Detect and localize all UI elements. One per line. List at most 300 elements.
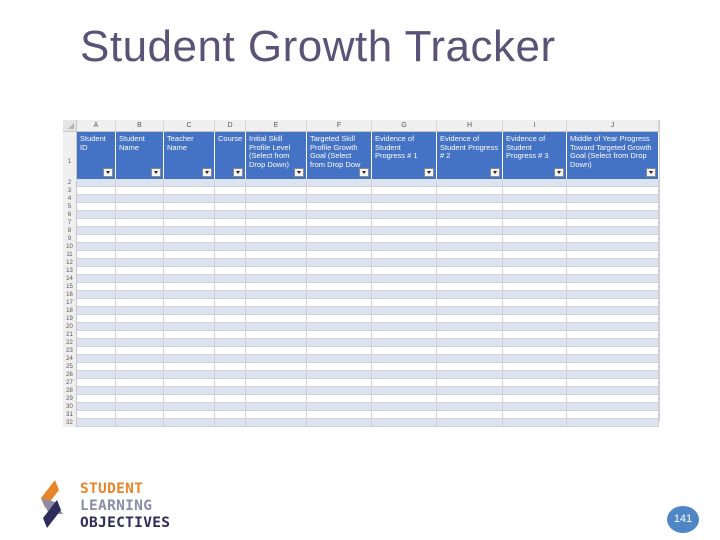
table-cell[interactable] (503, 355, 567, 363)
table-cell[interactable] (567, 227, 659, 235)
table-cell[interactable] (246, 267, 307, 275)
table-cell[interactable] (246, 211, 307, 219)
row-number[interactable]: 17 (63, 299, 77, 307)
table-cell[interactable] (116, 195, 164, 203)
table-cell[interactable] (307, 219, 372, 227)
table-cell[interactable] (437, 291, 503, 299)
row-number[interactable]: 1 (63, 132, 77, 179)
header-cell[interactable] (307, 132, 372, 179)
table-cell[interactable] (116, 291, 164, 299)
table-cell[interactable] (372, 363, 437, 371)
filter-dropdown-icon[interactable] (233, 168, 243, 177)
table-cell[interactable] (503, 267, 567, 275)
table-cell[interactable] (372, 275, 437, 283)
table-cell[interactable] (437, 227, 503, 235)
table-cell[interactable] (77, 259, 116, 267)
table-cell[interactable] (567, 251, 659, 259)
table-cell[interactable] (77, 251, 116, 259)
table-cell[interactable] (372, 355, 437, 363)
column-letter[interactable]: I (503, 120, 567, 132)
table-cell[interactable] (116, 219, 164, 227)
table-cell[interactable] (116, 355, 164, 363)
table-cell[interactable] (503, 291, 567, 299)
table-cell[interactable] (567, 195, 659, 203)
table-cell[interactable] (77, 403, 116, 411)
table-cell[interactable] (567, 267, 659, 275)
row-number[interactable]: 10 (63, 243, 77, 251)
table-cell[interactable] (372, 267, 437, 275)
table-cell[interactable] (307, 323, 372, 331)
column-letter[interactable]: G (372, 120, 437, 132)
table-cell[interactable] (372, 379, 437, 387)
table-cell[interactable] (372, 403, 437, 411)
table-cell[interactable] (503, 299, 567, 307)
table-cell[interactable] (215, 179, 246, 187)
row-number[interactable]: 26 (63, 371, 77, 379)
table-cell[interactable] (246, 419, 307, 427)
table-cell[interactable] (215, 363, 246, 371)
row-number[interactable]: 5 (63, 203, 77, 211)
table-cell[interactable] (307, 275, 372, 283)
row-number[interactable]: 32 (63, 419, 77, 427)
table-cell[interactable] (77, 379, 116, 387)
table-cell[interactable] (437, 323, 503, 331)
table-cell[interactable] (503, 259, 567, 267)
table-cell[interactable] (246, 227, 307, 235)
table-cell[interactable] (307, 251, 372, 259)
table-cell[interactable] (164, 307, 215, 315)
table-cell[interactable] (567, 179, 659, 187)
table-cell[interactable] (503, 179, 567, 187)
table-cell[interactable] (116, 211, 164, 219)
table-cell[interactable] (567, 387, 659, 395)
table-cell[interactable] (307, 187, 372, 195)
table-cell[interactable] (437, 419, 503, 427)
table-cell[interactable] (503, 379, 567, 387)
table-cell[interactable] (77, 339, 116, 347)
table-cell[interactable] (372, 339, 437, 347)
table-cell[interactable] (372, 259, 437, 267)
table-cell[interactable] (246, 203, 307, 211)
table-cell[interactable] (116, 347, 164, 355)
table-cell[interactable] (116, 283, 164, 291)
table-cell[interactable] (437, 243, 503, 251)
table-cell[interactable] (503, 251, 567, 259)
table-cell[interactable] (164, 299, 215, 307)
table-cell[interactable] (215, 299, 246, 307)
row-number[interactable]: 23 (63, 347, 77, 355)
table-cell[interactable] (116, 387, 164, 395)
table-cell[interactable] (503, 387, 567, 395)
table-cell[interactable] (372, 387, 437, 395)
table-cell[interactable] (77, 275, 116, 283)
header-cell[interactable] (164, 132, 215, 179)
table-cell[interactable] (116, 419, 164, 427)
table-cell[interactable] (164, 267, 215, 275)
table-cell[interactable] (372, 419, 437, 427)
table-cell[interactable] (437, 299, 503, 307)
table-cell[interactable] (307, 291, 372, 299)
filter-dropdown-icon[interactable] (646, 168, 656, 177)
table-cell[interactable] (307, 235, 372, 243)
table-cell[interactable] (437, 275, 503, 283)
filter-dropdown-icon[interactable] (202, 168, 212, 177)
table-cell[interactable] (246, 347, 307, 355)
row-number[interactable]: 3 (63, 187, 77, 195)
row-number[interactable]: 25 (63, 363, 77, 371)
table-cell[interactable] (77, 355, 116, 363)
table-cell[interactable] (503, 275, 567, 283)
table-cell[interactable] (307, 227, 372, 235)
table-cell[interactable] (246, 395, 307, 403)
table-cell[interactable] (246, 387, 307, 395)
table-cell[interactable] (372, 315, 437, 323)
table-cell[interactable] (567, 363, 659, 371)
table-cell[interactable] (215, 259, 246, 267)
table-cell[interactable] (164, 211, 215, 219)
table-cell[interactable] (567, 355, 659, 363)
table-cell[interactable] (116, 259, 164, 267)
table-cell[interactable] (372, 235, 437, 243)
table-cell[interactable] (503, 243, 567, 251)
table-cell[interactable] (77, 315, 116, 323)
table-cell[interactable] (246, 403, 307, 411)
row-number[interactable]: 31 (63, 411, 77, 419)
table-cell[interactable] (372, 211, 437, 219)
header-cell[interactable] (246, 132, 307, 179)
table-cell[interactable] (164, 347, 215, 355)
table-cell[interactable] (116, 227, 164, 235)
filter-dropdown-icon[interactable] (554, 168, 564, 177)
table-cell[interactable] (215, 395, 246, 403)
table-cell[interactable] (567, 347, 659, 355)
table-cell[interactable] (246, 251, 307, 259)
table-cell[interactable] (503, 363, 567, 371)
table-cell[interactable] (372, 227, 437, 235)
table-cell[interactable] (503, 227, 567, 235)
table-cell[interactable] (567, 259, 659, 267)
table-cell[interactable] (307, 363, 372, 371)
row-number[interactable]: 4 (63, 195, 77, 203)
table-cell[interactable] (437, 179, 503, 187)
table-cell[interactable] (164, 379, 215, 387)
table-cell[interactable] (77, 299, 116, 307)
table-cell[interactable] (164, 371, 215, 379)
header-cell[interactable] (372, 132, 437, 179)
row-number[interactable]: 9 (63, 235, 77, 243)
table-cell[interactable] (164, 331, 215, 339)
table-cell[interactable] (567, 275, 659, 283)
table-cell[interactable] (164, 275, 215, 283)
table-cell[interactable] (116, 339, 164, 347)
table-cell[interactable] (77, 419, 116, 427)
table-cell[interactable] (215, 315, 246, 323)
column-letter[interactable]: D (215, 120, 246, 132)
table-cell[interactable] (77, 179, 116, 187)
table-cell[interactable] (503, 203, 567, 211)
row-number[interactable]: 6 (63, 211, 77, 219)
table-cell[interactable] (116, 267, 164, 275)
row-number[interactable]: 20 (63, 323, 77, 331)
table-cell[interactable] (372, 179, 437, 187)
table-cell[interactable] (437, 251, 503, 259)
table-cell[interactable] (77, 387, 116, 395)
table-cell[interactable] (77, 395, 116, 403)
table-cell[interactable] (372, 187, 437, 195)
table-cell[interactable] (164, 227, 215, 235)
table-cell[interactable] (164, 403, 215, 411)
table-cell[interactable] (307, 315, 372, 323)
table-cell[interactable] (164, 355, 215, 363)
table-cell[interactable] (503, 371, 567, 379)
table-cell[interactable] (372, 291, 437, 299)
table-cell[interactable] (567, 403, 659, 411)
table-cell[interactable] (307, 307, 372, 315)
table-cell[interactable] (246, 179, 307, 187)
row-number[interactable]: 22 (63, 339, 77, 347)
filter-dropdown-icon[interactable] (424, 168, 434, 177)
table-cell[interactable] (246, 195, 307, 203)
table-cell[interactable] (307, 283, 372, 291)
table-cell[interactable] (215, 419, 246, 427)
table-cell[interactable] (215, 379, 246, 387)
table-cell[interactable] (567, 411, 659, 419)
table-cell[interactable] (77, 371, 116, 379)
table-cell[interactable] (164, 179, 215, 187)
table-cell[interactable] (437, 403, 503, 411)
table-cell[interactable] (77, 323, 116, 331)
table-cell[interactable] (116, 251, 164, 259)
table-cell[interactable] (372, 299, 437, 307)
table-cell[interactable] (246, 371, 307, 379)
table-cell[interactable] (215, 203, 246, 211)
table-cell[interactable] (307, 395, 372, 403)
table-cell[interactable] (215, 331, 246, 339)
header-cell[interactable] (437, 132, 503, 179)
table-cell[interactable] (567, 219, 659, 227)
table-cell[interactable] (246, 187, 307, 195)
table-cell[interactable] (567, 235, 659, 243)
table-cell[interactable] (164, 219, 215, 227)
table-cell[interactable] (215, 275, 246, 283)
table-cell[interactable] (116, 331, 164, 339)
table-cell[interactable] (307, 419, 372, 427)
table-cell[interactable] (567, 371, 659, 379)
table-cell[interactable] (307, 179, 372, 187)
table-cell[interactable] (372, 283, 437, 291)
table-cell[interactable] (116, 411, 164, 419)
table-cell[interactable] (215, 251, 246, 259)
row-number[interactable]: 21 (63, 331, 77, 339)
table-cell[interactable] (437, 219, 503, 227)
table-cell[interactable] (116, 307, 164, 315)
row-number[interactable]: 15 (63, 283, 77, 291)
table-cell[interactable] (567, 291, 659, 299)
table-cell[interactable] (77, 363, 116, 371)
table-cell[interactable] (503, 411, 567, 419)
table-cell[interactable] (215, 235, 246, 243)
table-cell[interactable] (164, 251, 215, 259)
column-letter[interactable]: A (77, 120, 116, 132)
table-cell[interactable] (307, 339, 372, 347)
table-cell[interactable] (164, 419, 215, 427)
table-cell[interactable] (567, 243, 659, 251)
table-cell[interactable] (246, 243, 307, 251)
table-cell[interactable] (77, 211, 116, 219)
table-cell[interactable] (77, 331, 116, 339)
table-cell[interactable] (567, 395, 659, 403)
column-letter[interactable]: B (116, 120, 164, 132)
table-cell[interactable] (246, 219, 307, 227)
header-cell[interactable] (503, 132, 567, 179)
row-number[interactable]: 14 (63, 275, 77, 283)
table-cell[interactable] (77, 267, 116, 275)
table-cell[interactable] (567, 379, 659, 387)
row-number[interactable]: 30 (63, 403, 77, 411)
table-cell[interactable] (307, 243, 372, 251)
table-cell[interactable] (567, 299, 659, 307)
table-cell[interactable] (567, 315, 659, 323)
table-cell[interactable] (215, 267, 246, 275)
table-cell[interactable] (437, 371, 503, 379)
table-cell[interactable] (164, 235, 215, 243)
table-cell[interactable] (567, 211, 659, 219)
table-cell[interactable] (372, 307, 437, 315)
table-cell[interactable] (77, 347, 116, 355)
table-cell[interactable] (246, 291, 307, 299)
table-cell[interactable] (77, 227, 116, 235)
table-cell[interactable] (567, 331, 659, 339)
table-cell[interactable] (372, 251, 437, 259)
table-cell[interactable] (372, 331, 437, 339)
row-number[interactable]: 18 (63, 307, 77, 315)
column-letter[interactable]: E (246, 120, 307, 132)
table-cell[interactable] (116, 363, 164, 371)
table-cell[interactable] (437, 363, 503, 371)
table-cell[interactable] (372, 371, 437, 379)
header-cell[interactable] (77, 132, 116, 179)
table-cell[interactable] (246, 315, 307, 323)
table-cell[interactable] (372, 203, 437, 211)
header-cell[interactable] (567, 132, 659, 179)
table-cell[interactable] (164, 259, 215, 267)
table-cell[interactable] (116, 187, 164, 195)
table-cell[interactable] (307, 259, 372, 267)
table-cell[interactable] (116, 323, 164, 331)
table-cell[interactable] (437, 355, 503, 363)
table-cell[interactable] (307, 403, 372, 411)
table-cell[interactable] (437, 267, 503, 275)
table-cell[interactable] (164, 243, 215, 251)
table-cell[interactable] (164, 283, 215, 291)
row-number[interactable]: 13 (63, 267, 77, 275)
table-cell[interactable] (215, 339, 246, 347)
table-cell[interactable] (372, 395, 437, 403)
table-cell[interactable] (215, 307, 246, 315)
table-cell[interactable] (503, 187, 567, 195)
table-cell[interactable] (567, 283, 659, 291)
table-cell[interactable] (246, 299, 307, 307)
table-cell[interactable] (116, 395, 164, 403)
table-cell[interactable] (567, 307, 659, 315)
table-cell[interactable] (567, 339, 659, 347)
table-cell[interactable] (116, 299, 164, 307)
filter-dropdown-icon[interactable] (294, 168, 304, 177)
table-cell[interactable] (164, 363, 215, 371)
table-cell[interactable] (164, 187, 215, 195)
table-cell[interactable] (164, 339, 215, 347)
table-cell[interactable] (307, 355, 372, 363)
row-number[interactable]: 2 (63, 179, 77, 187)
table-cell[interactable] (77, 243, 116, 251)
row-number[interactable]: 8 (63, 227, 77, 235)
table-cell[interactable] (503, 331, 567, 339)
row-number[interactable]: 19 (63, 315, 77, 323)
row-number[interactable]: 11 (63, 251, 77, 259)
filter-dropdown-icon[interactable] (490, 168, 500, 177)
table-cell[interactable] (77, 411, 116, 419)
table-cell[interactable] (164, 291, 215, 299)
row-number[interactable]: 7 (63, 219, 77, 227)
table-cell[interactable] (437, 195, 503, 203)
table-cell[interactable] (215, 283, 246, 291)
table-cell[interactable] (307, 203, 372, 211)
table-cell[interactable] (567, 187, 659, 195)
filter-dropdown-icon[interactable] (103, 168, 113, 177)
table-cell[interactable] (116, 315, 164, 323)
select-all-corner[interactable] (63, 120, 77, 132)
table-cell[interactable] (77, 195, 116, 203)
table-cell[interactable] (437, 315, 503, 323)
table-cell[interactable] (215, 291, 246, 299)
table-cell[interactable] (372, 323, 437, 331)
table-cell[interactable] (116, 235, 164, 243)
table-cell[interactable] (246, 307, 307, 315)
table-cell[interactable] (307, 195, 372, 203)
table-cell[interactable] (215, 243, 246, 251)
table-cell[interactable] (77, 203, 116, 211)
table-cell[interactable] (437, 347, 503, 355)
table-cell[interactable] (164, 195, 215, 203)
table-cell[interactable] (307, 411, 372, 419)
table-cell[interactable] (246, 355, 307, 363)
table-cell[interactable] (77, 235, 116, 243)
header-cell[interactable] (215, 132, 246, 179)
table-cell[interactable] (215, 411, 246, 419)
table-cell[interactable] (116, 275, 164, 283)
table-cell[interactable] (246, 283, 307, 291)
table-cell[interactable] (503, 211, 567, 219)
column-letter[interactable]: H (437, 120, 503, 132)
table-cell[interactable] (307, 211, 372, 219)
row-number[interactable]: 28 (63, 387, 77, 395)
table-cell[interactable] (437, 395, 503, 403)
table-cell[interactable] (116, 371, 164, 379)
table-cell[interactable] (246, 235, 307, 243)
table-cell[interactable] (437, 411, 503, 419)
table-cell[interactable] (77, 219, 116, 227)
table-cell[interactable] (437, 307, 503, 315)
table-cell[interactable] (567, 203, 659, 211)
table-cell[interactable] (372, 347, 437, 355)
table-cell[interactable] (437, 331, 503, 339)
table-cell[interactable] (77, 187, 116, 195)
table-cell[interactable] (246, 323, 307, 331)
table-cell[interactable] (116, 379, 164, 387)
row-number[interactable]: 16 (63, 291, 77, 299)
table-cell[interactable] (215, 355, 246, 363)
table-cell[interactable] (503, 403, 567, 411)
